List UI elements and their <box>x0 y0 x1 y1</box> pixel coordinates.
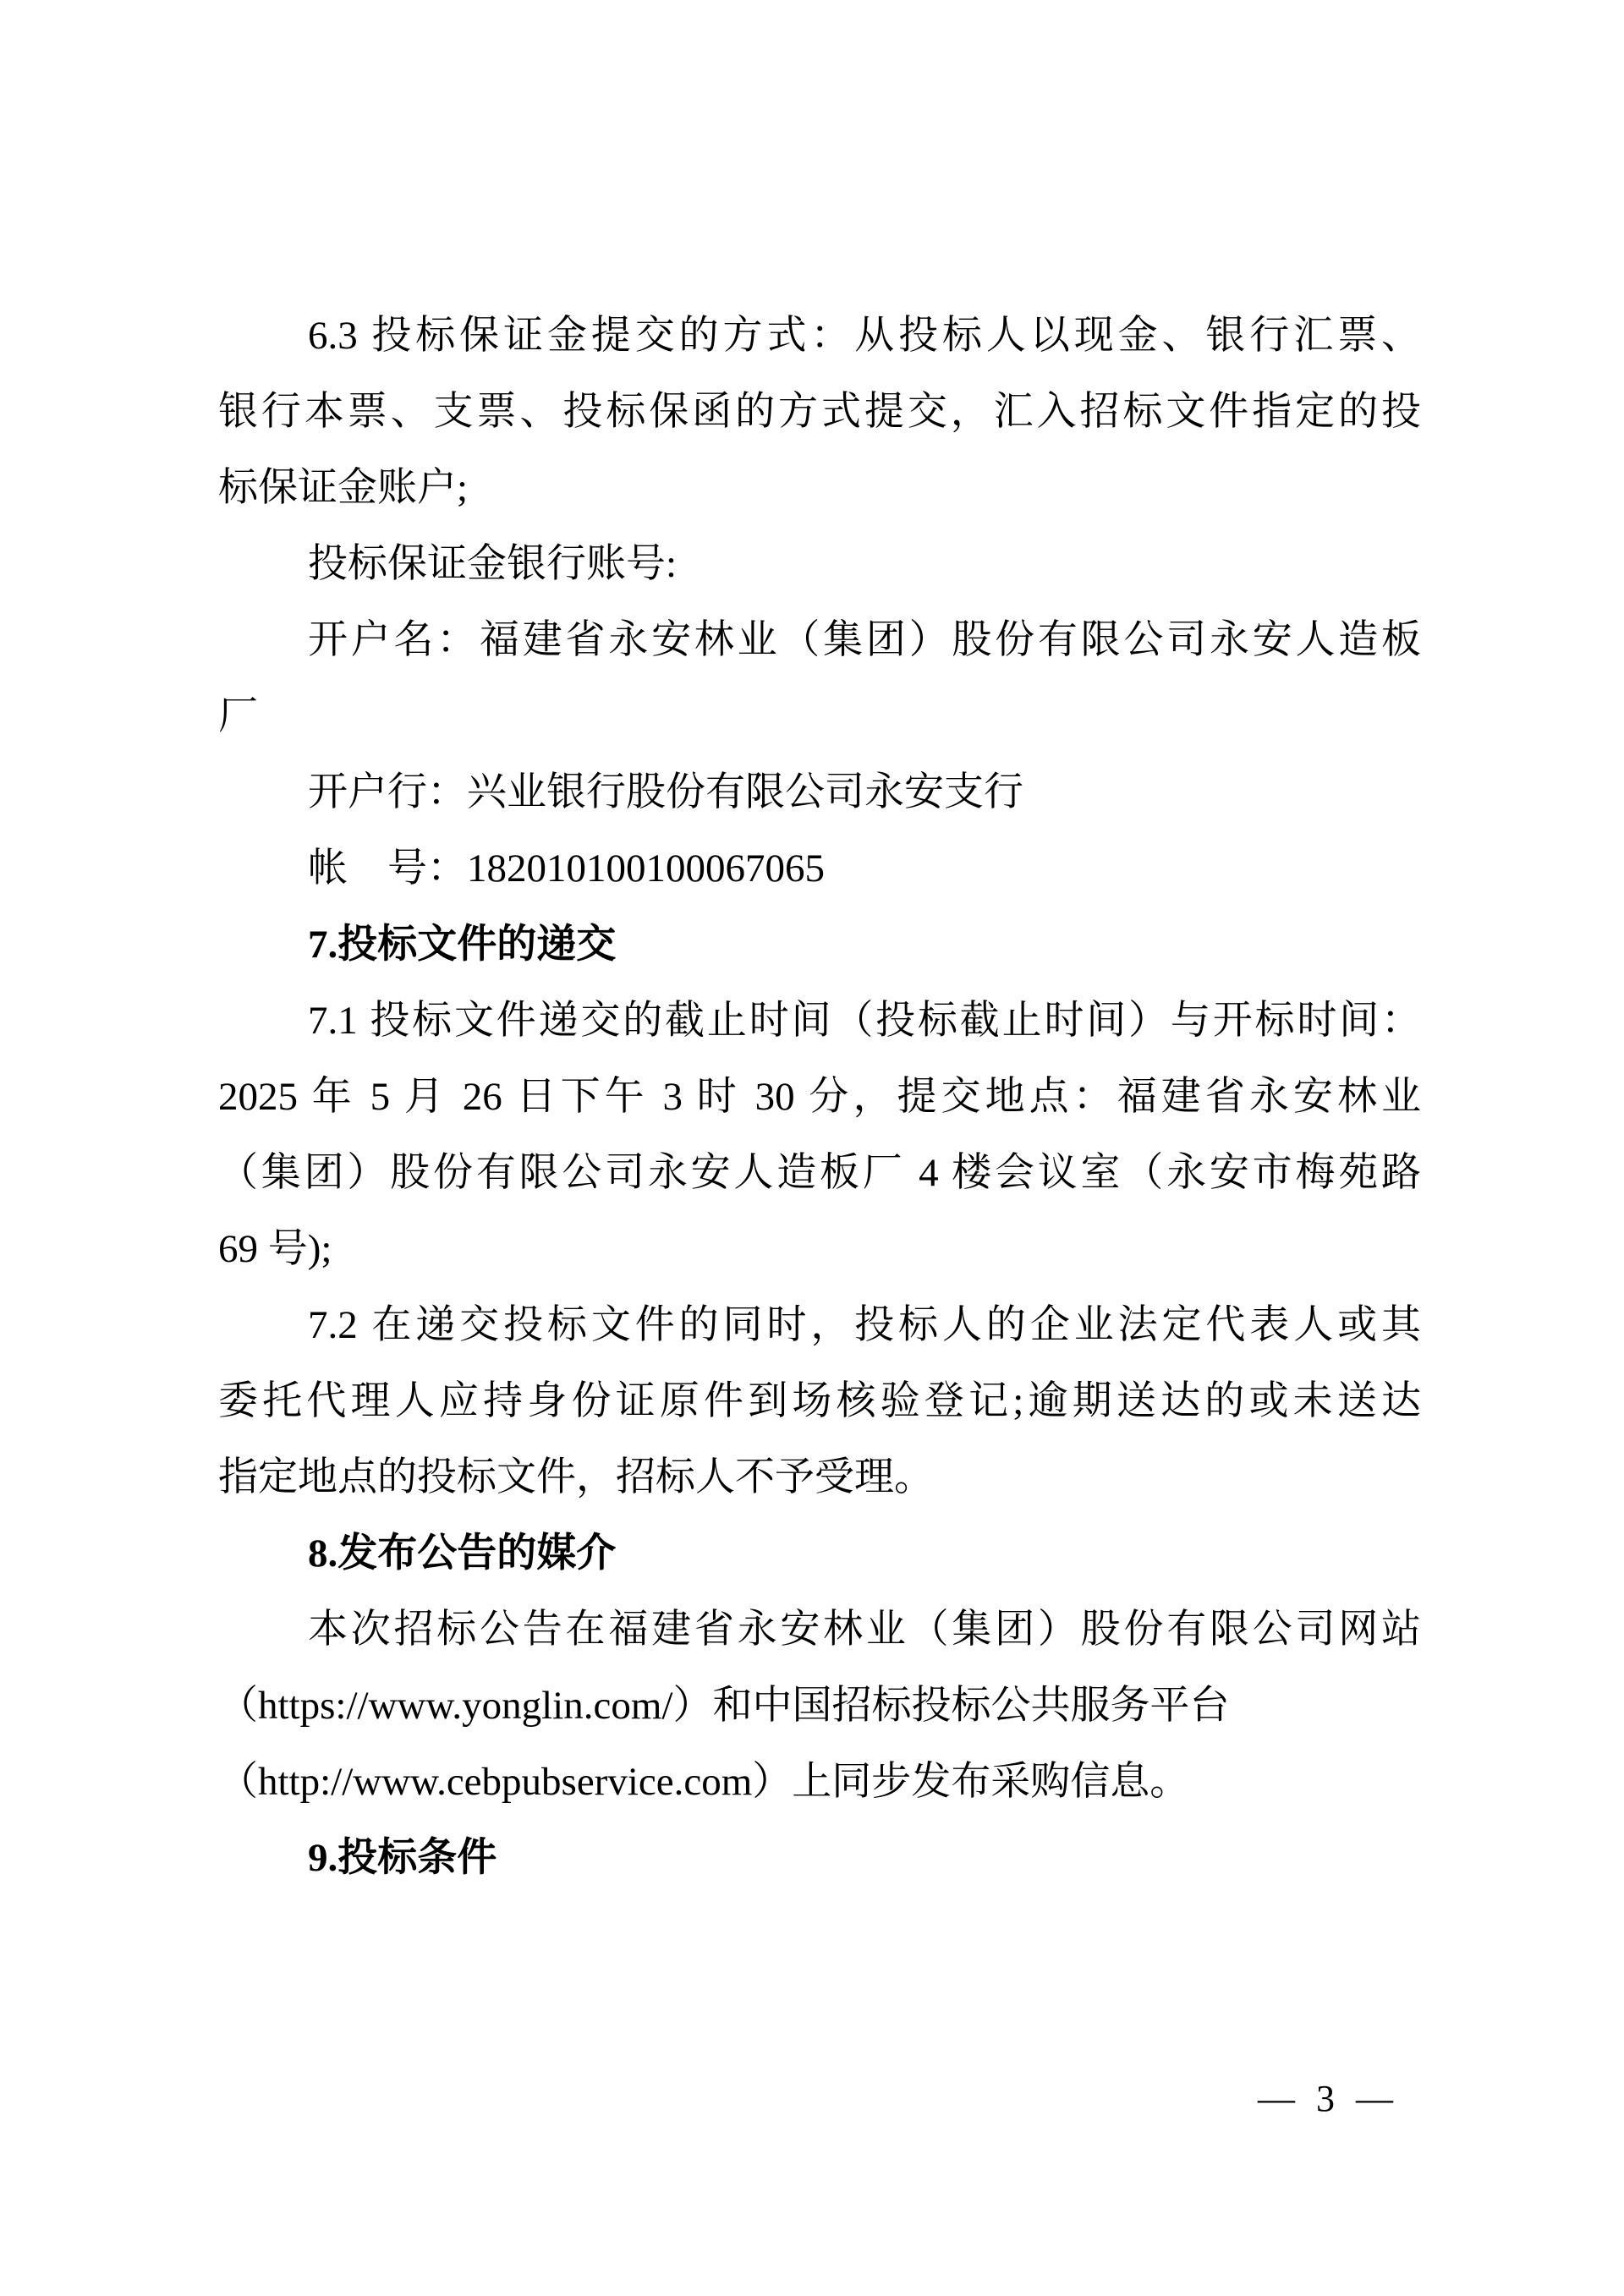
heading-section-8: 8.发布公告的媒介 <box>308 1532 617 1575</box>
para-8-line2: （https://www.yonglin.com/）和中国招标投标公共服务平台 <box>218 1684 1230 1728</box>
para-6-3-line1: 6.3 投标保证金提交的方式：从投标人以现金、银行汇票、 <box>308 314 1421 358</box>
para-6-3-line2: 银行本票、支票、投标保函的方式提交，汇入招标文件指定的投 <box>218 390 1421 434</box>
line-bank-branch: 开户行：兴业银行股份有限公司永安支行 <box>308 770 1023 814</box>
para-8-line1: 本次招标公告在福建省永安林业（集团）股份有限公司网站 <box>308 1608 1421 1652</box>
para-7-1-line1: 7.1 投标文件递交的截止时间（投标截止时间）与开标时间： <box>308 999 1421 1043</box>
document-body <box>218 298 1421 1896</box>
heading-section-9: 9.投标条件 <box>308 1836 497 1880</box>
para-7-2-line1: 7.2 在递交投标文件的同时，投标人的企业法定代表人或其 <box>308 1303 1421 1347</box>
page-number: — 3 — <box>1258 2078 1393 2119</box>
line-account-number: 帐 号：182010100100067065 <box>308 847 825 890</box>
line-account-name-1: 开户名：福建省永安林业（集团）股份有限公司永安人造板 <box>308 618 1421 662</box>
para-7-2-line2: 委托代理人应持身份证原件到场核验登记;逾期送达的或未送达 <box>218 1379 1421 1423</box>
para-7-1-line3: （集团）股份有限公司永安人造板厂 4 楼会议室（永安市梅苑路 <box>218 1151 1421 1195</box>
heading-section-7: 7.投标文件的递交 <box>308 923 617 967</box>
para-8-line3: （http://www.cebpubservice.com）上同步发布采购信息。 <box>218 1760 1190 1804</box>
para-7-2-line3: 指定地点的投标文件，招标人不予受理。 <box>218 1455 934 1499</box>
para-7-1-line4: 69 号); <box>218 1227 332 1271</box>
line-deposit-account-label: 投标保证金银行账号: <box>308 542 678 586</box>
line-account-name-2: 厂 <box>218 694 258 738</box>
para-6-3-line3: 标保证金账户; <box>218 466 469 510</box>
para-7-1-line2: 2025 年 5 月 26 日下午 3 时 30 分，提交地点：福建省永安林业 <box>218 1075 1421 1119</box>
